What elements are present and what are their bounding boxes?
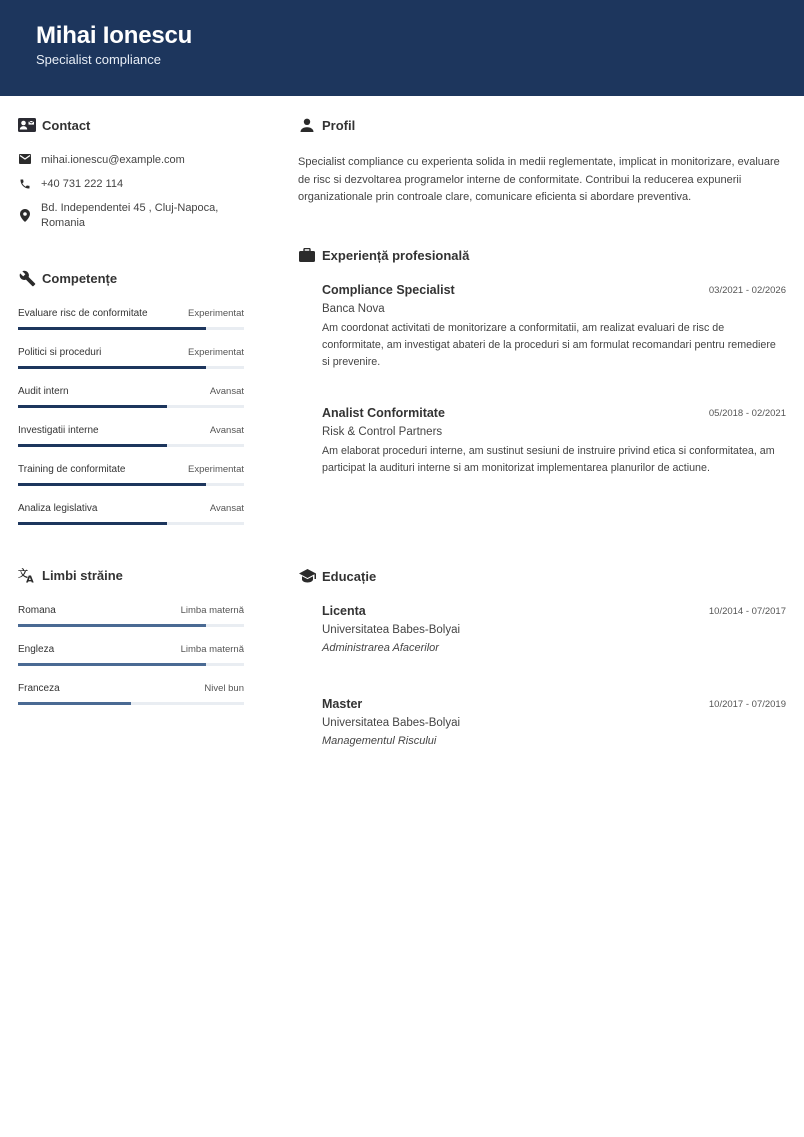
job-description: Am coordonat activitati de monitorizare a conformitatii, am realizat evaluari de risc de conformitate, am investigat abateri de la proceduri si am formulat recomandari pentru remediere si prevenire. xyxy=(322,322,776,368)
svg-text:A: A xyxy=(26,574,34,583)
skills-heading xyxy=(18,270,117,286)
company-name: Banca Nova xyxy=(322,303,385,315)
skill-item xyxy=(18,386,244,416)
contact-address xyxy=(18,201,218,231)
skill-label: Analiza legislativa xyxy=(18,503,98,514)
contact-card-icon xyxy=(18,117,36,133)
company-name: Risk & Control Partners xyxy=(322,426,443,438)
address-line-1: Bd. Independentei 45 , Cluj-Napoca, xyxy=(41,202,219,214)
field-of-study: Administrarea Afacerilor xyxy=(322,642,439,654)
skill-bar xyxy=(18,327,244,330)
education-dates: 10/2014 - 07/2017 xyxy=(708,606,786,617)
skill-item xyxy=(18,503,244,533)
education-heading-label: Educație xyxy=(322,568,377,584)
language-bar xyxy=(18,624,244,627)
language-bar xyxy=(18,702,244,705)
language-label: Engleza xyxy=(18,644,55,655)
language-bar-fill xyxy=(18,624,206,627)
skill-bar xyxy=(18,522,244,525)
wrench-icon xyxy=(18,270,36,286)
skill-bar-fill xyxy=(18,522,167,525)
resume-header xyxy=(0,0,804,96)
job-title: Analist Conformitate xyxy=(322,406,445,420)
graduation-cap-icon xyxy=(298,568,316,584)
skill-bar-fill xyxy=(18,483,206,486)
experience-heading-label: Experiență profesională xyxy=(322,247,470,263)
field-of-study: Managementul Riscului xyxy=(322,735,437,747)
skill-bar xyxy=(18,405,244,408)
phone-text: +40 731 222 114 xyxy=(41,178,124,190)
skill-label: Investigatii interne xyxy=(18,425,99,436)
languages-heading-label: Limbi străine xyxy=(42,567,123,583)
degree-title: Master xyxy=(322,697,363,711)
skill-level: Experimentat xyxy=(188,347,244,358)
experience-entry xyxy=(322,406,786,477)
language-label: Romana xyxy=(18,605,56,616)
job-dates: 05/2018 - 02/2021 xyxy=(708,408,786,419)
contact-heading xyxy=(18,117,90,133)
address-text xyxy=(41,201,218,231)
address-line-2: Romania xyxy=(41,217,86,229)
profile-heading xyxy=(298,117,355,133)
language-item xyxy=(18,644,244,674)
svg-text:文: 文 xyxy=(18,569,28,580)
translate-icon xyxy=(18,567,36,583)
location-pin-icon xyxy=(18,201,32,222)
skill-item xyxy=(18,464,244,494)
language-bar-fill xyxy=(18,702,131,705)
skill-item xyxy=(18,425,244,455)
skill-bar xyxy=(18,483,244,486)
experience-entry xyxy=(322,283,786,371)
skill-item xyxy=(18,347,244,377)
skill-level: Avansat xyxy=(209,386,244,397)
skills-heading-label: Competențe xyxy=(42,270,118,286)
skill-level: Experimentat xyxy=(188,308,244,319)
language-bar-fill xyxy=(18,663,206,666)
language-level: Limba maternă xyxy=(180,605,244,616)
languages-heading xyxy=(18,567,123,583)
job-title: Compliance Specialist xyxy=(322,283,455,297)
skill-level: Experimentat xyxy=(188,464,244,475)
candidate-title: Specialist compliance xyxy=(36,52,162,67)
language-bar xyxy=(18,663,244,666)
envelope-icon xyxy=(18,153,32,164)
job-description: Am elaborat proceduri interne, am sustinut sesiuni de instruire privind etica si conformitatea, am participat la audituri interne si am monitorizat implementarea planurilor de actiune. xyxy=(322,445,775,474)
briefcase-icon xyxy=(298,247,316,263)
skill-bar-fill xyxy=(18,405,167,408)
skill-level: Avansat xyxy=(209,425,244,436)
education-dates: 10/2017 - 07/2019 xyxy=(708,699,786,710)
skill-label: Audit intern xyxy=(18,386,69,397)
contact-email[interactable] xyxy=(18,153,185,168)
skill-label: Politici si proceduri xyxy=(18,347,102,358)
contact-heading-label: Contact xyxy=(42,117,91,133)
skill-level: Avansat xyxy=(209,503,244,514)
language-level: Limba maternă xyxy=(180,644,244,655)
education-entry xyxy=(322,697,786,747)
skill-label: Training de conformitate xyxy=(18,464,126,475)
language-label: Franceza xyxy=(18,683,60,694)
phone-icon xyxy=(18,177,32,190)
skill-bar-fill xyxy=(18,327,206,330)
person-icon xyxy=(298,117,316,133)
language-item xyxy=(18,683,244,713)
job-dates: 03/2021 - 02/2026 xyxy=(708,285,786,296)
degree-title: Licenta xyxy=(322,604,366,618)
skill-item xyxy=(18,308,244,338)
candidate-name: Mihai Ionescu xyxy=(36,22,193,49)
language-level: Nivel bun xyxy=(204,683,244,694)
school-name: Universitatea Babes-Bolyai xyxy=(322,717,461,729)
email-text: mihai.ionescu@example.com xyxy=(41,154,185,166)
skill-label: Evaluare risc de conformitate xyxy=(18,308,148,319)
education-entry xyxy=(322,604,786,654)
experience-heading xyxy=(298,247,469,263)
language-item xyxy=(18,605,244,635)
education-heading xyxy=(298,568,376,584)
skill-bar-fill xyxy=(18,366,206,369)
profile-heading-label: Profil xyxy=(322,117,356,133)
skill-bar-fill xyxy=(18,444,167,447)
contact-phone[interactable] xyxy=(18,177,123,192)
skill-bar xyxy=(18,444,244,447)
school-name: Universitatea Babes-Bolyai xyxy=(322,624,461,636)
profile-summary: Specialist compliance cu experienta solida in medii reglementate, implicat in monitorizare, evaluare de risc si dezvoltarea programelor interne de conformitate. Contribui la reducerea expunerii organizationale prin controale clare, comunicare eficienta si abordare preventiva. xyxy=(298,156,780,203)
skill-bar xyxy=(18,366,244,369)
